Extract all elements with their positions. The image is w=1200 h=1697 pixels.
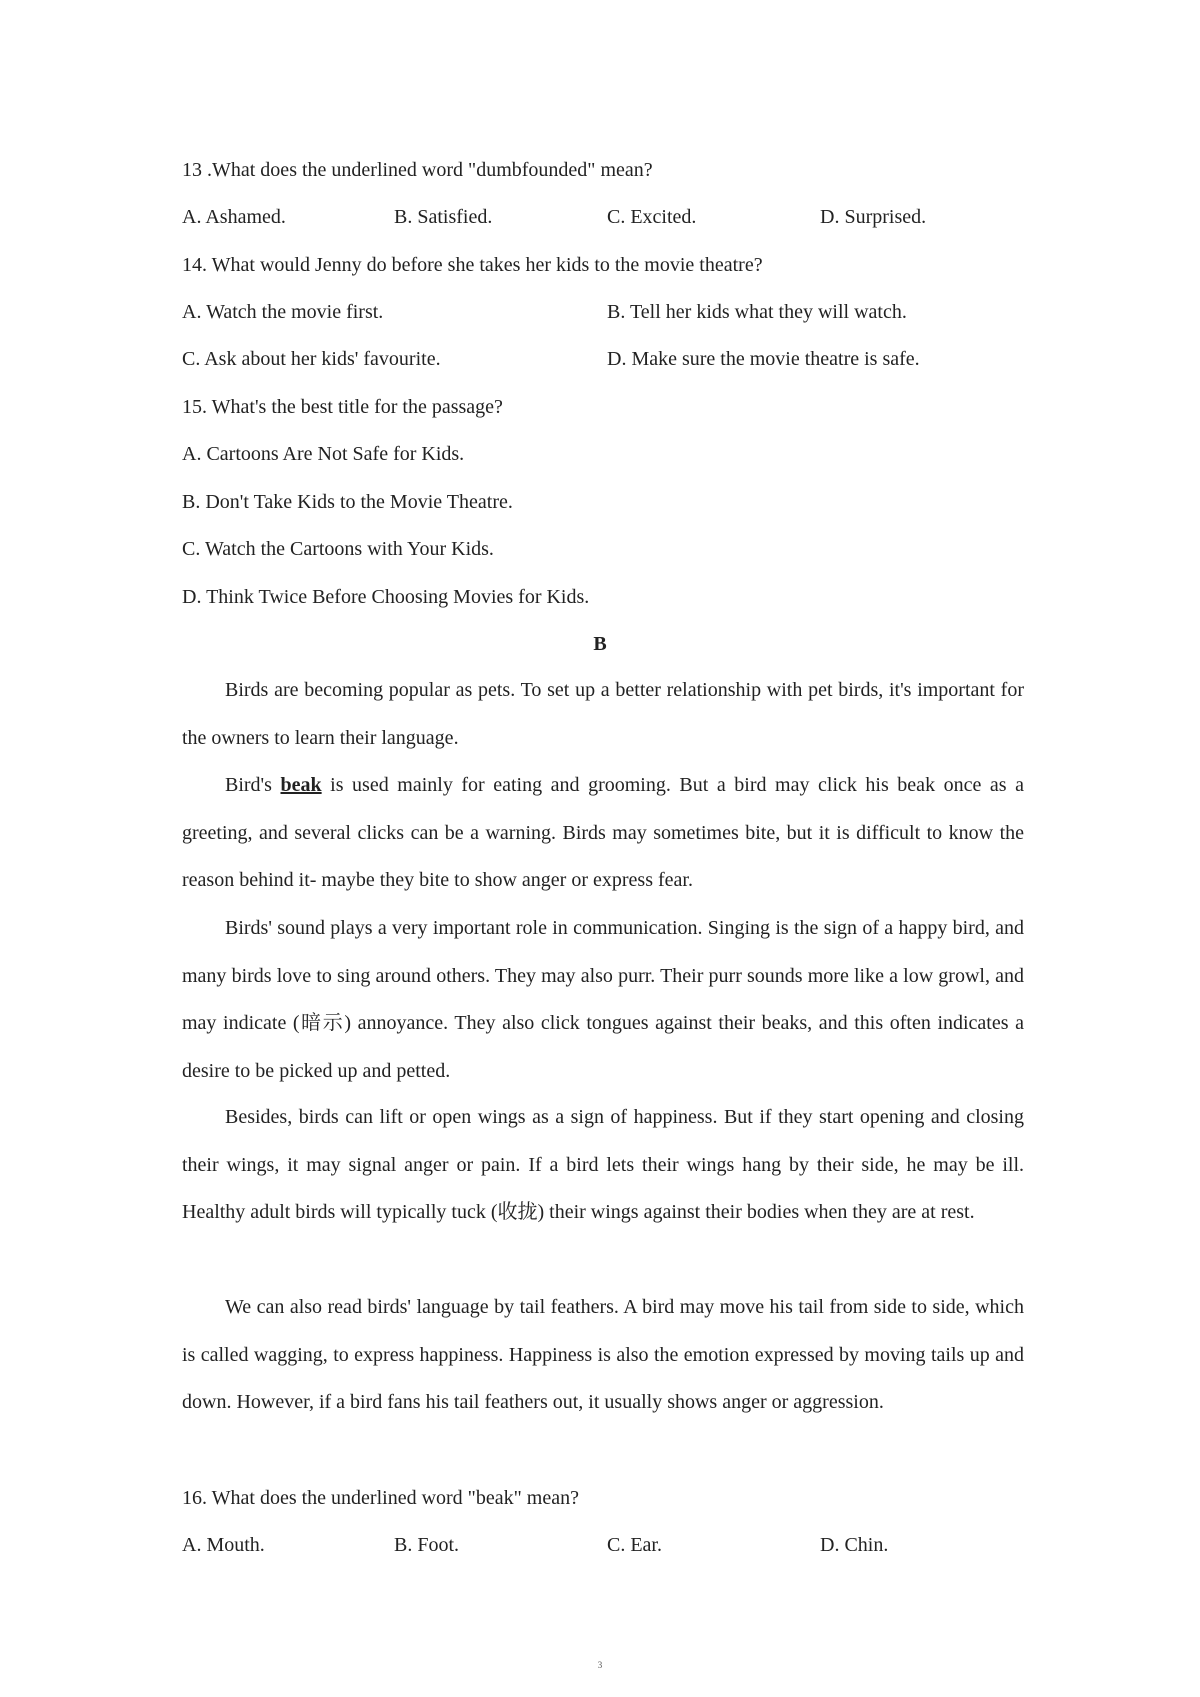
question-15: 15. What's the best title for the passage?	[182, 396, 503, 418]
q15-option-a: A. Cartoons Are Not Safe for Kids.	[182, 443, 465, 465]
q14-option-c: C. Ask about her kids' favourite.	[182, 348, 441, 370]
q13-option-d: D. Surprised.	[820, 206, 927, 228]
q15-option-d: D. Think Twice Before Choosing Movies for Kids.	[182, 586, 590, 608]
passage-paragraph-5: We can also read birds' language by tail feathers. A bird may move his tail from side to side, which is called wagging, to express happiness. Happiness is also the emotion expressed by moving tails up and down. However, if a bird fans his tail feathers out, it usually shows anger or aggression.	[182, 1296, 1024, 1413]
section-title: B	[593, 633, 607, 655]
q15-option-c: C. Watch the Cartoons with Your Kids.	[182, 538, 494, 560]
page-number: 3	[597, 1660, 603, 1670]
q16-option-b: B. Foot.	[394, 1534, 460, 1556]
q16-option-a: A. Mouth.	[182, 1534, 265, 1556]
q14-option-a: A. Watch the movie first.	[182, 301, 384, 323]
q14-option-d: D. Make sure the movie theatre is safe.	[607, 348, 920, 370]
question-16: 16. What does the underlined word "beak" mean?	[182, 1487, 579, 1509]
q13-option-c: C. Excited.	[607, 206, 697, 228]
paragraph-2-rest: is used mainly for eating and grooming. But a bird may click his beak once as a greeting, and several clicks can be a warning. Birds may sometimes bite, but it is difficult to know the reason behind it- maybe they bite to show anger or express fear.	[182, 774, 1024, 891]
passage-paragraph-1: Birds are becoming popular as pets. To set up a better relationship with pet birds, it's important for the owners to learn their language.	[182, 679, 1024, 749]
q16-option-d: D. Chin.	[820, 1534, 889, 1556]
passage-paragraph-3: Birds' sound plays a very important role in communication. Singing is the sign of a happy bird, and many birds love to sing around others. They may also purr. Their purr sounds more like a low growl, and may indicate (暗示) annoyance. They also click tongues against their beaks, and this often indicates a desire to be picked up and petted.	[182, 917, 1024, 1082]
q14-option-b: B. Tell her kids what they will watch.	[607, 301, 907, 323]
q16-option-c: C. Ear.	[607, 1534, 662, 1556]
passage-paragraph-4: Besides, birds can lift or open wings as a sign of happiness. But if they start opening and closing their wings, it may signal anger or pain. If a bird lets their wings hang by their side, he may be ill. Healthy adult birds will typically tuck (收拢) their wings against their bodies when they are at rest.	[182, 1106, 1024, 1223]
q13-option-b: B. Satisfied.	[394, 206, 493, 228]
q15-option-b: B. Don't Take Kids to the Movie Theatre.	[182, 491, 513, 513]
underlined-word-beak: beak	[280, 774, 322, 796]
question-13: 13 .What does the underlined word "dumbfounded" mean?	[182, 159, 653, 181]
paragraph-2-lead: Bird's	[225, 774, 281, 796]
question-14: 14. What would Jenny do before she takes her kids to the movie theatre?	[182, 254, 763, 276]
q13-option-a: A. Ashamed.	[182, 206, 286, 228]
passage-paragraph-2	[182, 762, 1024, 905]
